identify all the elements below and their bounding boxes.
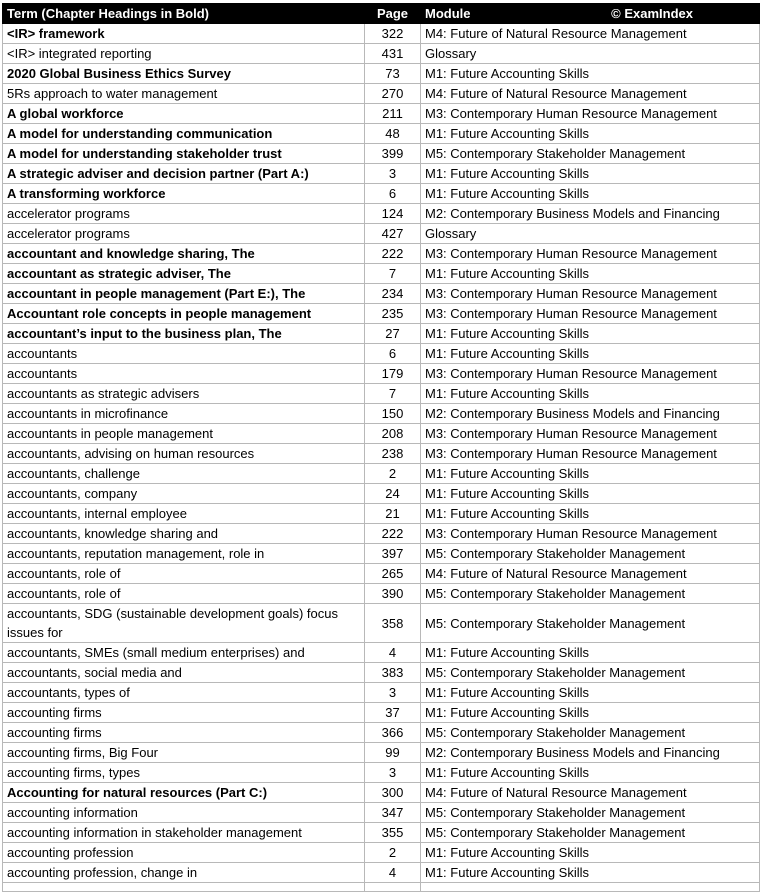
page-cell: 270 [365,84,421,104]
page-cell: 234 [365,284,421,304]
page-cell: 222 [365,524,421,544]
module-column-header [421,4,760,24]
module-cell: M4: Future of Natural Resource Management [421,24,760,44]
table-row [3,344,760,364]
module-cell: M1: Future Accounting Skills [421,683,760,703]
module-cell: M3: Contemporary Human Resource Management [421,104,760,124]
term-cell: accountant in people management (Part E:), The [3,284,365,304]
table-row [3,683,760,703]
term-column-header: Term (Chapter Headings in Bold) [3,4,365,24]
term-cell: accountants [3,344,365,364]
module-cell: M3: Contemporary Human Resource Management [421,444,760,464]
page-cell: 150 [365,404,421,424]
page-cell: 99 [365,743,421,763]
table-row [3,324,760,344]
module-cell: M1: Future Accounting Skills [421,164,760,184]
term-cell: accountants in microfinance [3,404,365,424]
term-cell: accounting firms [3,703,365,723]
empty-cell [365,883,421,892]
page-cell: 355 [365,823,421,843]
header-row [3,4,760,24]
page-cell: 3 [365,164,421,184]
table-row [3,723,760,743]
term-cell: accountants, social media and [3,663,365,683]
page-cell: 358 [365,604,421,643]
term-cell: accountants, advising on human resources [3,444,365,464]
module-cell: M1: Future Accounting Skills [421,763,760,783]
page-cell: 427 [365,224,421,244]
module-cell: M1: Future Accounting Skills [421,124,760,144]
table-row [3,104,760,124]
term-cell: Accountant role concepts in people management [3,304,365,324]
table-row [3,304,760,324]
page-cell: 27 [365,324,421,344]
table-row [3,24,760,44]
module-cell: M1: Future Accounting Skills [421,184,760,204]
term-cell: accountants, company [3,484,365,504]
page-cell: 208 [365,424,421,444]
page-cell: 265 [365,564,421,584]
module-cell: M5: Contemporary Stakeholder Management [421,663,760,683]
module-cell: M1: Future Accounting Skills [421,324,760,344]
page-cell: 235 [365,304,421,324]
table-row [3,464,760,484]
page-cell: 300 [365,783,421,803]
term-cell: accounting firms, Big Four [3,743,365,763]
module-cell: M5: Contemporary Stakeholder Management [421,544,760,564]
module-cell: M3: Contemporary Human Resource Management [421,304,760,324]
table-row [3,144,760,164]
term-cell: accounting firms, types [3,763,365,783]
examindex-brand: © ExamIndex [611,6,693,21]
module-cell: M1: Future Accounting Skills [421,344,760,364]
page-cell: 48 [365,124,421,144]
page-cell: 24 [365,484,421,504]
page-cell: 6 [365,344,421,364]
table-row [3,524,760,544]
empty-cell [3,883,365,892]
table-row [3,843,760,863]
term-cell: A global workforce [3,104,365,124]
module-cell: M4: Future of Natural Resource Management [421,84,760,104]
term-cell: 2020 Global Business Ethics Survey [3,64,365,84]
page-cell: 6 [365,184,421,204]
page-cell: 211 [365,104,421,124]
page-cell: 179 [365,364,421,384]
page-cell: 390 [365,584,421,604]
table-row [3,643,760,663]
module-cell: Glossary [421,44,760,64]
term-cell: accountants, role of [3,584,365,604]
module-cell: M1: Future Accounting Skills [421,504,760,524]
module-cell: M1: Future Accounting Skills [421,484,760,504]
term-cell: accounting information in stakeholder management [3,823,365,843]
table-row [3,364,760,384]
module-cell: M5: Contemporary Stakeholder Management [421,144,760,164]
term-cell: accountants, reputation management, role in [3,544,365,564]
term-cell: accounting profession [3,843,365,863]
module-cell: M3: Contemporary Human Resource Management [421,284,760,304]
term-cell: accountants, SMEs (small medium enterprises) and [3,643,365,663]
page-cell: 397 [365,544,421,564]
term-cell: accountants, types of [3,683,365,703]
table-row [3,264,760,284]
module-cell: Glossary [421,224,760,244]
table-row [3,604,760,643]
module-cell: M2: Contemporary Business Models and Financing [421,743,760,763]
term-cell: accounting profession, change in [3,863,365,883]
page-cell: 347 [365,803,421,823]
term-cell: accountants, SDG (sustainable development goals) focus issues for [3,604,365,643]
module-cell: M1: Future Accounting Skills [421,863,760,883]
term-cell: accountants [3,364,365,384]
module-cell: M1: Future Accounting Skills [421,464,760,484]
page-cell: 4 [365,643,421,663]
page-cell: 124 [365,204,421,224]
table-row [3,663,760,683]
module-cell: M4: Future of Natural Resource Management [421,564,760,584]
page-cell: 21 [365,504,421,524]
module-cell: M1: Future Accounting Skills [421,384,760,404]
page-cell: 37 [365,703,421,723]
table-row [3,64,760,84]
module-cell: M3: Contemporary Human Resource Management [421,244,760,264]
module-cell: M5: Contemporary Stakeholder Management [421,604,760,643]
page-cell: 3 [365,683,421,703]
table-row [3,384,760,404]
page-cell: 7 [365,384,421,404]
table-row [3,84,760,104]
table-row [3,44,760,64]
term-cell: A model for understanding stakeholder trust [3,144,365,164]
table-row [3,803,760,823]
table-row [3,544,760,564]
term-cell: accountant as strategic adviser, The [3,264,365,284]
module-header-label: Module [425,6,471,21]
module-cell: M5: Contemporary Stakeholder Management [421,823,760,843]
module-cell: M2: Contemporary Business Models and Financing [421,204,760,224]
page-cell: 2 [365,464,421,484]
module-cell: M4: Future of Natural Resource Management [421,783,760,803]
module-cell: M1: Future Accounting Skills [421,264,760,284]
page-cell: 222 [365,244,421,264]
term-cell: accountant and knowledge sharing, The [3,244,365,264]
term-cell: A model for understanding communication [3,124,365,144]
table-row [3,823,760,843]
table-row [3,763,760,783]
page-cell: 399 [365,144,421,164]
table-row [3,124,760,144]
module-cell: M5: Contemporary Stakeholder Management [421,584,760,604]
term-cell: accountants, role of [3,564,365,584]
table-row [3,504,760,524]
page-cell: 322 [365,24,421,44]
table-row [3,743,760,763]
module-cell: M2: Contemporary Business Models and Financing [421,404,760,424]
table-row [3,164,760,184]
module-cell: M3: Contemporary Human Resource Management [421,424,760,444]
module-cell: M1: Future Accounting Skills [421,643,760,663]
term-cell: accountants as strategic advisers [3,384,365,404]
table-row [3,444,760,464]
page-cell: 238 [365,444,421,464]
module-cell: M5: Contemporary Stakeholder Management [421,723,760,743]
page-cell: 73 [365,64,421,84]
table-row [3,184,760,204]
table-row [3,863,760,883]
term-cell: accelerator programs [3,224,365,244]
page-column-header: Page [365,4,421,24]
term-cell: accountants, knowledge sharing and [3,524,365,544]
term-cell: A transforming workforce [3,184,365,204]
term-cell: Accounting for natural resources (Part C:) [3,783,365,803]
module-cell: M1: Future Accounting Skills [421,843,760,863]
page-cell: 7 [365,264,421,284]
table-row [3,284,760,304]
page-cell: 2 [365,843,421,863]
term-cell: accounting information [3,803,365,823]
module-cell: M3: Contemporary Human Resource Management [421,524,760,544]
term-cell: accountants, challenge [3,464,365,484]
page-cell: 383 [365,663,421,683]
empty-cell [421,883,760,892]
page-cell: 431 [365,44,421,64]
table-row [3,484,760,504]
term-cell: accelerator programs [3,204,365,224]
table-row-partial [3,883,760,892]
table-row [3,564,760,584]
table-row [3,404,760,424]
term-cell: <IR> framework [3,24,365,44]
module-cell: M1: Future Accounting Skills [421,703,760,723]
term-cell: accounting firms [3,723,365,743]
term-cell: accountant’s input to the business plan, The [3,324,365,344]
page-cell: 366 [365,723,421,743]
module-cell: M5: Contemporary Stakeholder Management [421,803,760,823]
term-cell: A strategic adviser and decision partner (Part A:) [3,164,365,184]
page-cell: 4 [365,863,421,883]
table-row [3,224,760,244]
index-table [2,3,760,892]
table-row [3,703,760,723]
table-row [3,424,760,444]
table-row [3,584,760,604]
table-row [3,244,760,264]
module-cell: M3: Contemporary Human Resource Management [421,364,760,384]
term-cell: accountants in people management [3,424,365,444]
term-cell: <IR> integrated reporting [3,44,365,64]
table-row [3,204,760,224]
table-row [3,783,760,803]
page-cell: 3 [365,763,421,783]
term-cell: 5Rs approach to water management [3,84,365,104]
term-cell: accountants, internal employee [3,504,365,524]
module-cell: M1: Future Accounting Skills [421,64,760,84]
